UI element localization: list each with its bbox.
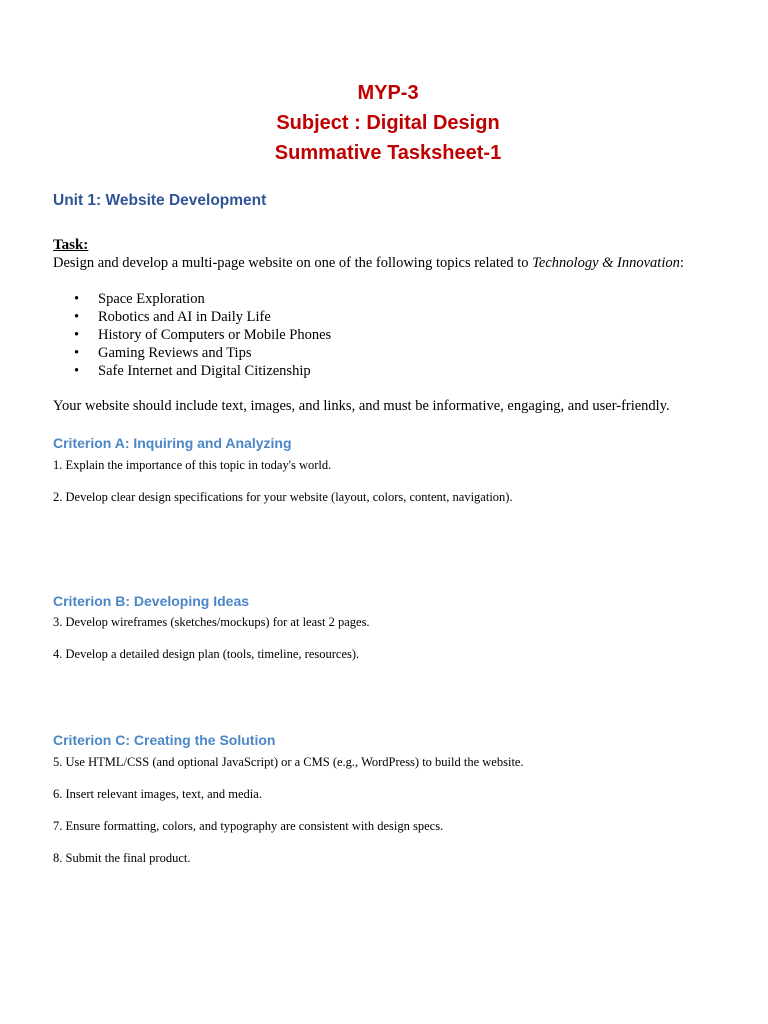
list-item xyxy=(53,308,331,326)
title-tasksheet: Summative Tasksheet-1 xyxy=(274,142,502,164)
topic-label: Gaming Reviews and Tips xyxy=(98,345,252,361)
website-requirements: Your website should include text, images, and links, and must be informative, engaging, and user-friendly. xyxy=(53,398,670,414)
topic-label: History of Computers or Mobile Phones xyxy=(98,327,332,343)
task-label: Task: xyxy=(53,237,89,253)
unit-heading: Unit 1: Website Development xyxy=(53,192,267,209)
task-intro xyxy=(53,255,684,272)
criterion-item: 2. Develop clear design specifications for your website (layout, colors, content, navigation). xyxy=(53,490,513,504)
title-program: MYP-3 xyxy=(357,82,419,104)
criterion-item: 5. Use HTML/CSS (and optional JavaScript) or a CMS (e.g., WordPress) to build the website. xyxy=(53,755,524,769)
criterion-item: 8. Submit the final product. xyxy=(53,851,191,865)
list-item xyxy=(53,362,331,380)
title-subject: Subject : Digital Design xyxy=(276,112,500,134)
bullet-icon: • xyxy=(74,291,80,307)
criterion-a-heading: Criterion A: Inquiring and Analyzing xyxy=(53,435,292,451)
bullet-icon: • xyxy=(74,345,80,361)
document-title xyxy=(0,78,768,168)
criterion-c-heading: Criterion C: Creating the Solution xyxy=(53,732,276,748)
task-intro-colon: : xyxy=(679,255,684,271)
criterion-item: 7. Ensure formatting, colors, and typography are consistent with design specs. xyxy=(53,819,444,833)
bullet-icon: • xyxy=(74,327,80,343)
topic-list xyxy=(53,290,331,380)
criterion-b-heading: Criterion B: Developing Ideas xyxy=(53,593,250,609)
list-item xyxy=(53,326,331,344)
task-intro-topic: Technology & Innovation xyxy=(532,255,680,271)
list-item xyxy=(53,344,331,362)
criterion-item: 6. Insert relevant images, text, and media. xyxy=(53,787,262,801)
criterion-item: 1. Explain the importance of this topic in today's world. xyxy=(53,458,332,472)
criterion-item: 3. Develop wireframes (sketches/mockups) for at least 2 pages. xyxy=(53,615,370,629)
bullet-icon: • xyxy=(74,363,80,379)
topic-label: Space Exploration xyxy=(98,291,205,307)
topic-label: Safe Internet and Digital Citizenship xyxy=(98,363,311,379)
bullet-icon: • xyxy=(74,309,80,325)
task-intro-text: Design and develop a multi-page website on one of the following topics related to xyxy=(53,255,533,271)
criterion-item: 4. Develop a detailed design plan (tools, timeline, resources). xyxy=(53,647,360,661)
topic-label: Robotics and AI in Daily Life xyxy=(98,309,271,325)
list-item xyxy=(53,290,331,308)
